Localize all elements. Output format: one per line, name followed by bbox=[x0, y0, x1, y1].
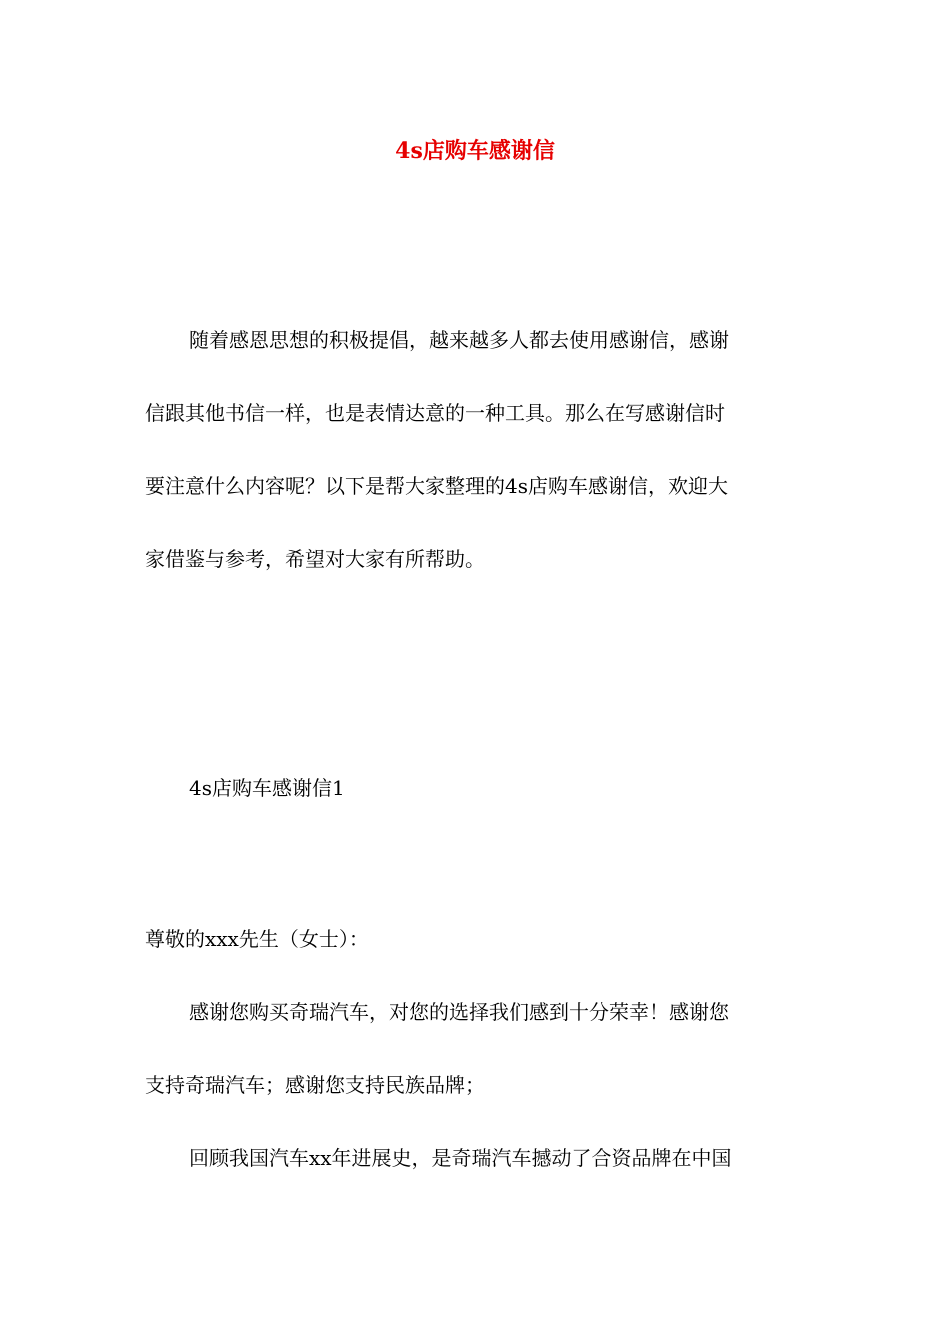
document-title: 4s店购车感谢信 bbox=[395, 138, 555, 164]
intro-line: 家借鉴与参考，希望对大家有所帮助。 bbox=[145, 547, 485, 571]
intro-line: 随着感恩思想的积极提倡，越来越多人都去使用感谢信，感谢 bbox=[189, 328, 729, 352]
intro-paragraph bbox=[145, 304, 810, 596]
body-paragraph-2 bbox=[145, 1122, 810, 1195]
intro-line: 信跟其他书信一样，也是表情达意的一种工具。那么在写感谢信时 bbox=[145, 401, 725, 425]
body-line: 支持奇瑞汽车；感谢您支持民族品牌； bbox=[145, 1073, 485, 1097]
salutation: 尊敬的xxx先生（女士）： bbox=[145, 927, 369, 951]
salutation-block bbox=[145, 903, 810, 976]
body-line: 回顾我国汽车xx年进展史，是奇瑞汽车撼动了合资品牌在中国 bbox=[189, 1146, 732, 1170]
section-heading-block bbox=[145, 752, 810, 825]
body-line: 感谢您购买奇瑞汽车，对您的选择我们感到十分荣幸！感谢您 bbox=[189, 1000, 729, 1024]
section-heading: 4s店购车感谢信1 bbox=[189, 776, 345, 800]
body-paragraph-1 bbox=[145, 976, 810, 1122]
intro-line: 要注意什么内容呢？以下是帮大家整理的4s店购车感谢信，欢迎大 bbox=[145, 474, 728, 498]
